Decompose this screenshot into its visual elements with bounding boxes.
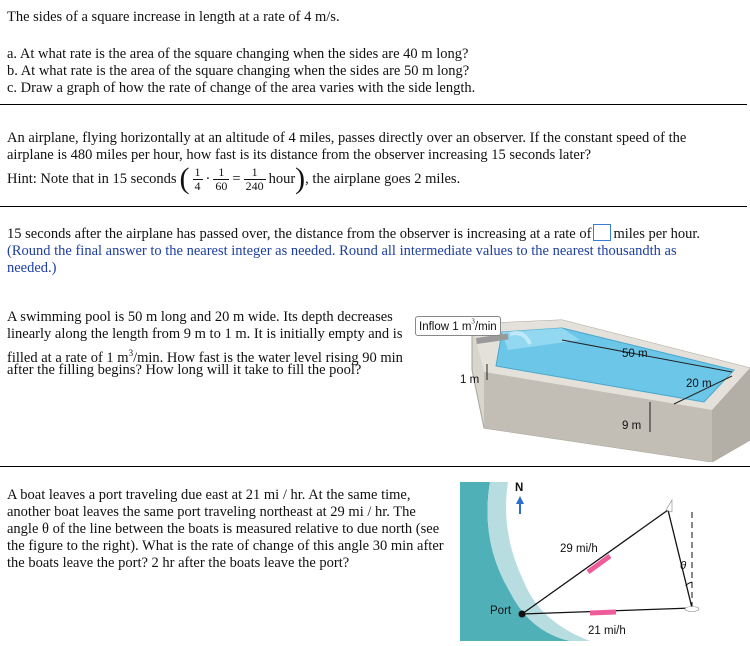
answer-sentence [7, 224, 700, 243]
square-intro: The sides of a square increase in length at a rate of 4 m/s. [7, 9, 340, 25]
fraction-sixtieth: $\frac{1}{60}$ [215, 164, 228, 193]
boat-line-3: angle θ of the line between the boats is measured relative to due north (see [7, 521, 440, 537]
inflow-label: Inflow 1 $m^3/\min$ [415, 316, 501, 336]
northeast-path [522, 510, 668, 614]
pool-line-1: A swimming pool is 50 m long and 20 m wide. Its depth decreases [7, 309, 393, 325]
pool-line-2: linearly along the length from 9 m to 1 m. It is initially empty and is [7, 326, 403, 342]
equals-sign: = [232, 170, 241, 187]
shallow-depth-label: 1 m [460, 374, 480, 386]
airplane-hint [7, 162, 460, 196]
airplane-line-1: An airplane, flying horizontally at an altitude of 4 miles, passes directly over an observer. If the constant speed of the [7, 130, 687, 146]
port-dot [519, 611, 526, 618]
boat-line-1: A boat leaves a port traveling due east at 21 mi / hr. At the same time, [7, 487, 411, 503]
boat-line-5: the boats leave the port? 2 hr after the boats leave the port? [7, 555, 350, 571]
sailboat-icon [666, 500, 672, 512]
pool-line-4: after the filling begins? How long will it take to fill the pool? [7, 362, 362, 378]
pool-figure [412, 310, 750, 462]
fraction-240th: $\frac{1}{240}$ [245, 164, 264, 193]
hint-prefix: Hint: Note that in 15 seconds [7, 170, 177, 187]
right-paren: ) [295, 162, 306, 195]
divider [0, 206, 747, 207]
northeast-speed-label: 29 mi/h [560, 543, 598, 555]
boat-line-4: the figure to the right). What is the rate of change of this angle 30 min after [7, 538, 444, 554]
answer-suffix: miles per hour. [613, 226, 701, 242]
line-between-boats [668, 510, 692, 608]
width-label: 20 m [686, 378, 712, 390]
airplane-line-2: airplane is 480 miles per hour, how fast is its distance from the observer increasing 15 seconds later? [7, 147, 592, 163]
east-boat-icon [685, 607, 699, 612]
pool-line-3: filled at a rate of 1 $m^3/\min$. How fast is the water level rising 90 min [7, 348, 403, 366]
dot-operator: · [205, 170, 211, 187]
theta-label: θ [680, 560, 687, 572]
north-arrowhead [516, 496, 524, 504]
east-speed-label: 21 mi/h [588, 625, 626, 637]
rounding-note-1: (Round the final answer to the nearest integer as needed. Round all intermediate values to the nearest thousandth as [7, 243, 677, 259]
boat-line-2: another boat leaves the same port traveling northeast at 29 mi / hr. The [7, 504, 416, 520]
hint-suffix: , the airplane goes 2 miles. [305, 170, 461, 187]
east-velocity-arrow [590, 612, 616, 613]
boat-figure [460, 482, 750, 641]
answer-prefix: 15 seconds after the airplane has passed over, the distance from the observer is increasing at a rate of [7, 226, 592, 242]
port-label: Port [490, 605, 512, 617]
square-part-b: b. At what rate is the area of the square changing when the sides are 50 m long? [7, 63, 470, 79]
left-paren: ( [179, 162, 190, 195]
square-part-a: a. At what rate is the area of the square changing when the sides are 40 m long? [7, 46, 469, 62]
rounding-note-2: needed.) [7, 260, 57, 276]
answer-input[interactable] [593, 224, 611, 241]
square-part-c: c. Draw a graph of how the rate of change of the area varies with the side length. [7, 80, 476, 96]
divider [0, 104, 747, 105]
hour-unit: hour [268, 170, 296, 187]
divider [0, 466, 750, 467]
deep-depth-label: 9 m [622, 420, 642, 432]
north-label: N [515, 482, 524, 494]
fraction-quarter: $\frac{1}{4}$ [194, 164, 201, 193]
length-label: 50 m [622, 348, 648, 360]
